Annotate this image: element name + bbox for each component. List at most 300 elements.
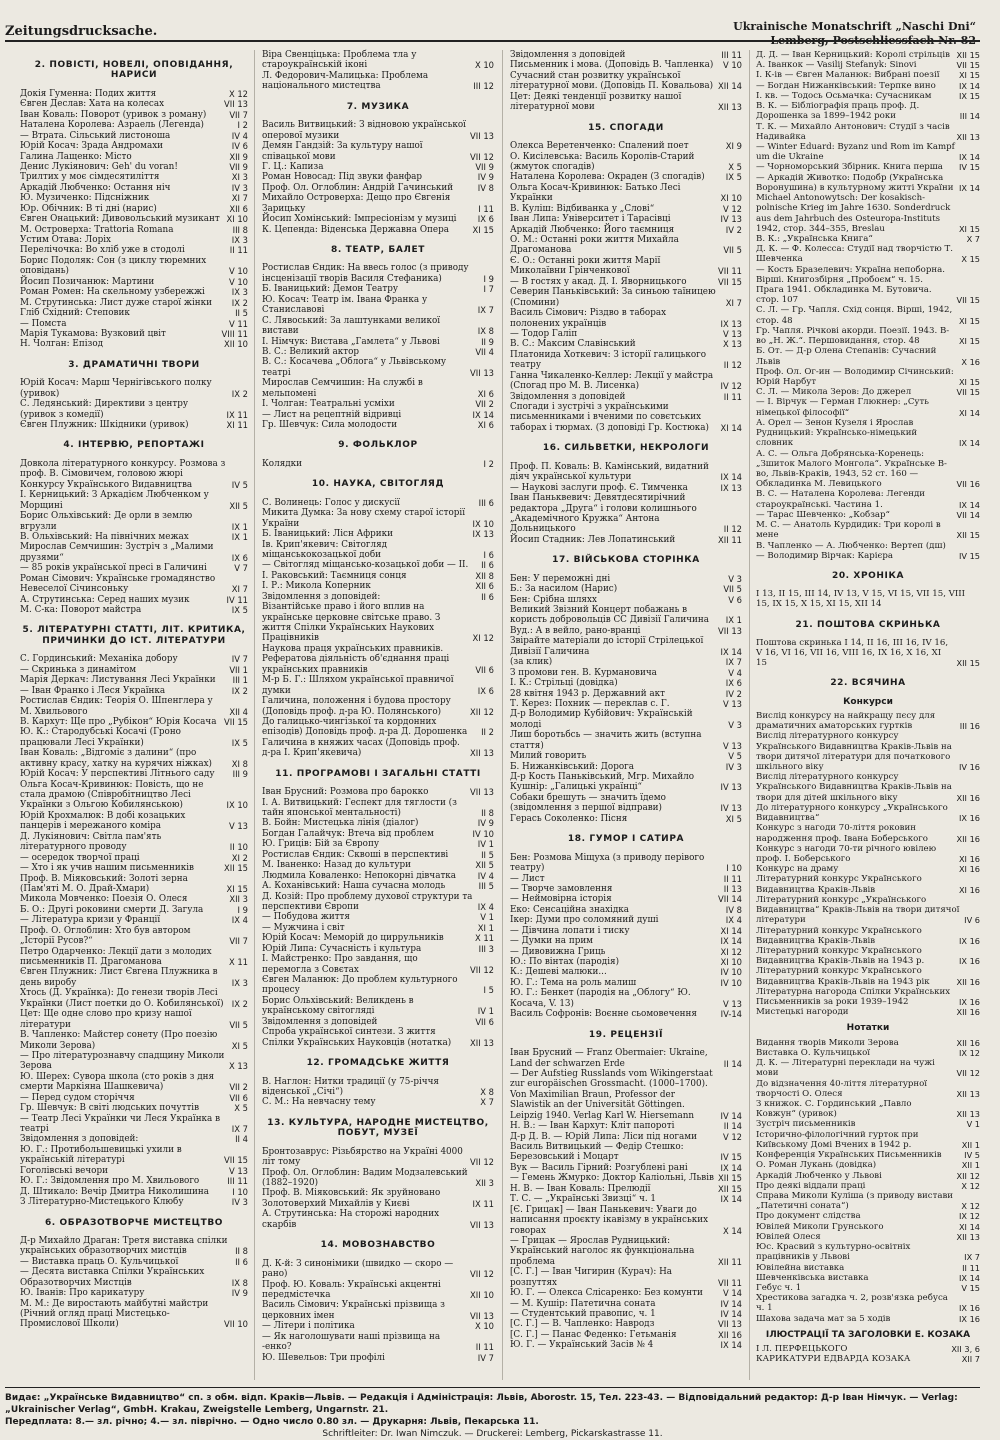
entry-title: Мирослав Семчишин: Зустріч з „Малими друзями“ (20, 542, 214, 563)
index-entry (510, 1267, 742, 1288)
entry-title: Ю. Косач: Театр ім. Івана Франка у Станиславові (262, 294, 428, 316)
entry-title: Ювілей Олеся (756, 1231, 821, 1242)
entry-title: Т. К. — Михайло Антонович: Студії з часів Надивайка (756, 121, 950, 142)
index-entry (510, 814, 742, 824)
entry-issue-ref: XI 6 (477, 388, 494, 399)
index-entry (20, 1257, 248, 1267)
index-entry (262, 1027, 494, 1048)
entry-title: Йосип Стадник: Лев Лопатинський (510, 534, 676, 545)
index-entry (262, 860, 494, 870)
index-entry (262, 954, 494, 975)
index-entry (756, 1171, 980, 1181)
index-entry (756, 711, 980, 731)
entry-issue-ref: XI 15 (958, 315, 980, 326)
index-entry (756, 265, 980, 306)
entry-issue-ref: II 6 (481, 591, 494, 602)
index-entry (756, 81, 980, 91)
entry-title: — Думки на прим (510, 936, 594, 947)
entry-title: В. Чапленко — А. Любченко: Вертеп (дш) — Володимир Вірчак: Карієра (756, 540, 946, 561)
entry-title: Василь Витвицький: З відновою української оперової музики (262, 120, 466, 141)
entry-title: Літературний конкурс Українського Видавництва Краків-Львів (756, 925, 922, 946)
entry-title: Звірайте матеріали до історії Стрілецької Дивізії Галичина (510, 636, 704, 657)
entry-title: Бронтозаврус: Різьбярство на Україні 4000 літ тому (262, 1146, 463, 1168)
entry-issue-ref: XII 15 (718, 1173, 742, 1184)
index-entry (262, 357, 494, 378)
index-entry (20, 905, 248, 915)
entry-title: [Є. Грицак] — Іван Панькевич: Уваги до написання проєкту ікавізму в українських говорах (510, 1204, 709, 1236)
column-3 (510, 50, 742, 1357)
section-title: 10. НАУКА, СВІТОГЛЯД (311, 479, 445, 490)
entry-issue-ref: IX 8 (231, 1277, 248, 1288)
entry-title: В. К.: „Українська Книга“ (756, 233, 873, 244)
entry-title: Василь Сімович: Різдво в таборах полонених українців (510, 308, 667, 329)
index-entry (510, 636, 742, 657)
index-entry (756, 1242, 980, 1262)
entry-issue-ref: XII 15 (956, 658, 980, 669)
entry-issue-ref: XII 11 (718, 1256, 742, 1267)
entry-issue-ref: XI 16 (958, 864, 980, 875)
entry-title: Наукова праця українських правників. Рефератова діяльність об'єднання праці українських правників (262, 643, 450, 675)
entry-title: Ольга Косач-Кривинюк: Повість, що не стала драмою (Співробітництво Лесі Українки з Ольгою Кобилянською) (20, 779, 204, 811)
index-entry (756, 173, 980, 193)
index-entry (262, 1147, 494, 1168)
entry-issue-ref: XII 6 (229, 203, 248, 214)
entry-issue-ref: III 1 (232, 675, 248, 686)
index-entry (20, 277, 248, 287)
entry-title: Ю. Г.: Звідомлення про М. Хвильового (20, 1176, 200, 1187)
entry-title: В. Ольхівський: На північних межах (20, 531, 189, 542)
entry-title: Василь Витвицький — Федір Стешко: Березовський і Моцарт (510, 1142, 684, 1163)
entry-title: Н. Чолган: Епізод (20, 339, 104, 350)
index-entry (20, 967, 248, 988)
entry-issue-ref: IV 1 (477, 1006, 494, 1017)
entry-title: К.: Дешеві малюки... (510, 967, 607, 978)
entry-title: Демян Гандзій: За культуру нашої співацької мови (262, 141, 423, 162)
entry-issue-ref: IV 9 (231, 1288, 248, 1299)
entry-issue-ref: XI 15 (958, 336, 980, 347)
entry-title: — І. Вірчук — Герман Глюкнер: „Суть німецької філософії“ (756, 397, 929, 418)
entry-issue-ref: XII 15 (224, 863, 248, 874)
index-entry (756, 1314, 980, 1324)
entry-title: Ростислав Єндик: На ввесь голос (з приводу інсценізації творів Василя Стефаника) (262, 263, 469, 284)
index-entry (756, 823, 980, 843)
index-entry (756, 1222, 980, 1232)
entry-title: А. Орел — Зенон Кузеля і Ярослав Рудницький: Українсько-німецький словник (756, 417, 918, 449)
entry-title: Юрій Косач: Зрада Андромахи (20, 141, 164, 152)
entry-title: Ю. Шевельов: Три профілі (262, 1352, 385, 1363)
entry-issue-ref: X 7 (966, 233, 980, 244)
entry-title: Іван Коваль: Поворот (уривок з роману) (20, 109, 207, 120)
entry-title: Шевченківська виставка (756, 1272, 869, 1283)
entry-title: І. К-ів — Євген Маланюк: Вибрані поезії (756, 70, 940, 81)
index-entry (510, 626, 742, 636)
index-entry (756, 122, 980, 142)
entry-title: І Л. ПЕРФЕЦЬКОГО (756, 1344, 848, 1355)
entry-title: Юрій Косач: У перспективі Літнього саду (20, 769, 215, 780)
index-entry (20, 947, 248, 968)
index-entry (262, 738, 494, 759)
index-entry (20, 193, 248, 203)
entry-issue-ref: I 10 (232, 1186, 248, 1197)
entry-title: О. Кисілевська: Василь Королів-Старий (жмуток спогадів) (510, 151, 695, 172)
entry-issue-ref: XI 15 (958, 223, 980, 234)
entry-issue-ref: XII 13 (718, 102, 742, 113)
entry-title: Вуд.: А в вейло, рано-вранці (510, 625, 641, 636)
index-entry (262, 912, 494, 922)
index-entry (510, 936, 742, 946)
entry-issue-ref: IX 5 (725, 172, 742, 183)
index-entry (20, 1114, 248, 1135)
section-title: 3. ДРАМАТИЧНІ ТВОРИ (68, 359, 200, 370)
entry-issue-ref: IV 3 (725, 761, 742, 772)
entry-title: Євген Плужник: Лист Євгена Плужника в день виробу (20, 967, 218, 988)
entry-title: Вук — Василь Гірний: Розгублені рані (510, 1162, 688, 1173)
index-entry (756, 638, 980, 669)
index-entry (510, 287, 742, 308)
entry-issue-ref: VII 6 (475, 664, 494, 675)
entry-issue-ref: I 5 (483, 985, 494, 996)
index-entry (262, 829, 494, 839)
entry-issue-ref: VII 12 (956, 1068, 980, 1079)
index-entry (20, 769, 248, 779)
entry-issue-ref: VII 13 (718, 625, 742, 636)
entry-issue-ref: IX 3 (231, 287, 248, 298)
entry-issue-ref: X 10 (474, 60, 494, 71)
entry-title: Микита Думка: За нову схему старої історії України (262, 508, 466, 529)
entry-title: Літературний конкурс Українського Видавництва Краків-Львів на 1943 р. (756, 945, 925, 967)
entry-title: — Помста (20, 318, 67, 329)
entry-issue-ref: IV 15 (958, 550, 980, 561)
index-entry (20, 988, 248, 1009)
entry-title: С. Волинець: Голос у дискусії (262, 497, 400, 508)
entry-title: М. М.: Де виростають майбутні майстри (Річний огляд праці Мистецько-Промислової Школи) (20, 1298, 209, 1330)
entry-issue-ref: II 12 (723, 524, 742, 535)
entry-issue-ref: VII 2 (229, 1082, 248, 1093)
entry-title: Звідомлення з доповідей (262, 1016, 378, 1027)
entry-issue-ref: IV 4 (477, 870, 494, 881)
entry-issue-ref: IX 12 (958, 1211, 980, 1222)
index-entry (262, 172, 494, 182)
index-entry (20, 1103, 248, 1113)
entry-title: — Лист (510, 873, 545, 884)
entry-issue-ref: IV 10 (472, 828, 494, 839)
entry-issue-ref: XI 1 (477, 922, 494, 933)
index-entry (756, 926, 980, 946)
entry-title: I 13, II 15, III 14, IV 13, V 15, VI 15, VII 15, VIII 15, IX 15, X 15, XI 15, XII 14 (756, 589, 966, 610)
index-entry (262, 1332, 494, 1353)
index-entry (756, 244, 980, 264)
entry-title: — Der Aufstieg Russlands vom Wikingerstaat zur europäischen Grossmacht. (1000–1700). Von Maximilian Braun, Professor der Slawistik an der Universität Göttingen. Leipzig 1940. Verlag Karl W. Hiersemann (510, 1068, 713, 1121)
entry-issue-ref: XII 3 (229, 894, 248, 905)
entry-title: Звідомлення з доповідей (510, 391, 626, 402)
index-entry (20, 665, 248, 675)
entry-issue-ref: IX 16 (958, 935, 980, 946)
index-entry (756, 844, 980, 864)
index-entry (20, 853, 248, 863)
entry-issue-ref: IX 16 (958, 1303, 980, 1314)
index-entry (262, 787, 494, 797)
entry-issue-ref: IV 12 (720, 381, 742, 392)
masthead-right-line2: Lemberg, Postschliessfach Nr. 82 (770, 34, 976, 47)
index-entry (20, 1093, 248, 1103)
index-entry (262, 529, 494, 539)
entry-title: Галичина, положення і будова простору (Доповідь проф. д-ра Ю. Полянського) (262, 696, 451, 717)
column-divider (749, 50, 750, 1380)
entry-title: Звідомлення з доповідей: (262, 591, 381, 602)
entry-title: — Дівчина лопати і тиску (510, 925, 630, 936)
entry-issue-ref: IX 5 (231, 737, 248, 748)
index-entry (510, 1163, 742, 1173)
index-entry (510, 1121, 742, 1131)
entry-issue-ref: VII 6 (475, 1016, 494, 1027)
entry-issue-ref: IX 14 (720, 646, 742, 657)
entry-issue-ref: III 16 (959, 721, 980, 732)
index-entry (756, 1354, 980, 1364)
entry-title: Д. К. — Ф. Колесса: Студії над творчістю Т. Шевченка (756, 244, 953, 265)
index-entry (20, 1030, 248, 1051)
index-entry (262, 1168, 494, 1189)
index-entry (20, 459, 248, 490)
entry-title: Іван Паньквевич: Девятдесятирічний редактора „Друга“ і голови колишнього „Академічного Кружка“ Антона Дольницького (510, 493, 697, 535)
entry-title: — Лист на рецептній відривці (262, 409, 402, 420)
index-entry (20, 1299, 248, 1330)
entry-issue-ref: VII 9 (229, 161, 248, 172)
entry-issue-ref: VII 4 (475, 346, 494, 357)
entry-title: Вислід літературного конкурсу Українського Видавництва Краків-Львів на твори дитячої літератури для початкового шкільного віку (756, 731, 952, 772)
index-section (262, 1240, 494, 1363)
entry-issue-ref: VII 11 (718, 1277, 742, 1288)
entry-title: Про деякі віддали праці (756, 1180, 866, 1191)
entry-issue-ref: XI 3 (231, 172, 248, 183)
entry-title: В. С.: Максим Славінський (510, 339, 636, 350)
entry-title: Мистецькі нагороди (756, 1007, 849, 1018)
index-entry (262, 540, 494, 561)
entry-title: Ю. Г. — Український Засів № 4 (510, 1340, 654, 1351)
entry-title: Візантійське право і його вплив на українське церковне світське право. З життя Спілки Українських Наукових Працівників (262, 602, 441, 644)
entry-title: Докія Гуменна: Подих життя (20, 88, 157, 99)
entry-issue-ref: IV 14 (720, 1110, 742, 1121)
index-entry (756, 864, 980, 874)
index-entry (510, 535, 742, 545)
index-section (20, 60, 248, 350)
index-entry (510, 699, 742, 709)
index-entry (20, 131, 248, 141)
index-entry (20, 225, 248, 235)
entry-issue-ref: VII 13 (470, 787, 494, 798)
index-entry (510, 92, 742, 113)
entry-title: М. С. — Анатоль Курдидик: Три королі в мене (756, 520, 941, 541)
entry-title: Марія Тукамова: Вузковий цвіт (20, 328, 166, 339)
entry-title: Гебус ч. 1 (756, 1282, 802, 1293)
entry-issue-ref: IV 13 (720, 214, 742, 225)
entry-title: Ю.: По вінтах (пародія) (510, 957, 619, 967)
entry-title: Т. С. — „Українські Звизці“ ч. 1 (510, 1194, 657, 1205)
section-title: 7. МУЗИКА (346, 101, 410, 112)
index-entry (20, 183, 248, 193)
entry-issue-ref: XII 13 (470, 748, 494, 759)
entry-issue-ref: IX 16 (958, 956, 980, 967)
entry-title: Проф. В. Міяковський: Золоті зерна (Пам'яті М. О. Драй-Хмари) (20, 873, 188, 894)
entry-issue-ref: X 5 (728, 161, 742, 172)
entry-issue-ref: IV 6 (964, 915, 980, 926)
index-entry (262, 1077, 494, 1098)
entry-issue-ref: IX 14 (958, 182, 980, 193)
entry-issue-ref: XI 16 (958, 853, 980, 864)
entry-title: — Тарас Шевченко: „Кобзар“ (756, 509, 890, 520)
index-entry (20, 235, 248, 245)
index-entry (756, 1344, 980, 1354)
entry-issue-ref: IX 16 (958, 1313, 980, 1324)
index-entry (262, 120, 494, 141)
entry-issue-ref: IX 3 (231, 235, 248, 245)
entry-issue-ref: VII 13 (470, 367, 494, 378)
entry-title: С. Лявоський: За лаштунками великої вистави (262, 315, 441, 337)
section-title: 4. ІНТЕРВЮ, РЕПОРТАЖІ (63, 440, 205, 451)
index-entry (262, 975, 494, 996)
entry-issue-ref: XI 14 (958, 407, 980, 418)
index-section (262, 1118, 494, 1230)
index-entry (20, 1187, 248, 1197)
entry-title: Еко: Сенсаційна знахідка (510, 904, 630, 915)
entry-title: Євген Деслав: Хата на колесах (20, 99, 165, 110)
entry-title: Євген Плужник: Шкідники (уривок) (20, 420, 189, 430)
index-entry (262, 581, 494, 591)
entry-title: Віра Свенціцька: Проблема тла у староукраїнській іконі (262, 50, 417, 71)
entry-issue-ref: IV 6 (231, 141, 248, 152)
entry-title: 28 квітня 1943 р. Державний акт (510, 688, 666, 699)
imprint (5, 1392, 980, 1440)
entry-issue-ref: IV 15 (720, 1152, 742, 1163)
entry-title: Д-р Д. В. — Юрій Липа: Ліси під ногами (510, 1131, 697, 1142)
entry-title: І. Німчук: Вистава „Гамлета“ у Львові (262, 336, 440, 347)
index-entry (756, 1181, 980, 1191)
entry-title: В. С.: Великий актор (262, 346, 360, 357)
entry-title: Проф. П. Коваль: В. Камінський, видатний діяч української культури (510, 461, 709, 483)
entry-title: Д. К-й: З синонімики (швидко — скоро — рано) (262, 1258, 454, 1280)
section-title: 21. ПОШТОВА СКРИНЬКА (795, 619, 941, 630)
entry-title: Літературний конкурс „Українського Видавництва“ Краків-Львів на твори дитячої літератури (756, 894, 960, 926)
entry-issue-ref: II 8 (235, 1246, 248, 1257)
entry-issue-ref: XII 1 (961, 1160, 980, 1171)
entry-title: Про документ слідства (756, 1211, 861, 1222)
index-section (510, 123, 742, 434)
entry-title: Б. Іваницький: Лісн Африки (262, 529, 394, 540)
index-entry (756, 1211, 980, 1221)
entry-issue-ref: III 12 (473, 81, 494, 92)
index-entry (510, 350, 742, 371)
section-title: 22. ВСЯЧИНА (830, 678, 906, 689)
entry-title: Юр. Обічник: В ті дні (нарис) (20, 203, 157, 214)
entry-title: Шахова задача мат за 5 ходів (756, 1313, 891, 1324)
index-entry (20, 120, 248, 130)
index-entry (510, 1319, 742, 1329)
index-entry (262, 337, 494, 347)
index-entry (510, 1184, 742, 1194)
entry-issue-ref: IV 11 (226, 594, 248, 605)
index-entry (20, 110, 248, 120)
entry-title: Історично-філологічний гурток при Київському Домі Вчених в 1942 р. (756, 1129, 919, 1150)
entry-issue-ref: IX 16 (958, 813, 980, 824)
index-entry (510, 605, 742, 626)
entry-title: І. Чолган: Театральні усміхи (262, 399, 395, 410)
entry-issue-ref: XI 11 (226, 420, 248, 430)
index-entry (20, 1197, 248, 1207)
index-entry (20, 863, 248, 873)
entry-title: — Літери і політика (262, 1321, 355, 1332)
index-entry (262, 871, 494, 881)
section-title: 8. ТЕАТР, БАЛЕТ (331, 245, 425, 255)
entry-issue-ref: II 11 (229, 245, 248, 256)
entry-issue-ref: IX 10 (226, 800, 248, 811)
entry-title: Бен: У переможні дні (510, 573, 611, 584)
index-entry (510, 793, 742, 814)
index-entry (262, 410, 494, 420)
entry-title: Бен: Розмова Міщуха (з приводу перівого театру) (510, 852, 705, 874)
entry-title: — Мужчина і світ (262, 922, 345, 933)
index-entry (262, 508, 494, 529)
index-entry (756, 397, 980, 417)
entry-title: — Як наголошувати наші прізвища на -енко? (262, 1331, 441, 1353)
entry-issue-ref: XI 14 (958, 1221, 980, 1232)
entry-issue-ref: IV 15 (958, 162, 980, 173)
entry-title: Микола Мовченко: Поезія О. Олеся (20, 894, 188, 905)
index-entry (262, 1300, 494, 1321)
index-entry (510, 1340, 742, 1350)
index-entry (20, 686, 248, 696)
masthead-right-line1: Ukrainische Monatschrift „Naschi Dni“ (733, 20, 976, 33)
index-entry (262, 50, 494, 71)
entry-issue-ref: XII 16 (956, 1037, 980, 1048)
entry-title: Ю. Г.: Тема на роль малиш (510, 977, 637, 988)
index-entry (20, 99, 248, 109)
entry-title: Ганна Чикаленко-Келлер: Лекції у майстра (Спогад про М. В. Лисенка) (510, 370, 714, 392)
index-entry (510, 947, 742, 957)
index-entry (20, 563, 248, 573)
entry-issue-ref: I 2 (237, 120, 248, 131)
entry-issue-ref: I 2 (483, 458, 494, 469)
entry-issue-ref: VII 12 (470, 151, 494, 162)
entry-issue-ref: IX 16 (958, 997, 980, 1008)
entry-title: Б. Іваницький: Демон Театру (262, 284, 399, 295)
entry-issue-ref: XI 16 (958, 884, 980, 895)
index-entry (20, 152, 248, 162)
entry-title: Д-р Володимир Кубійович: Українській молоді (510, 709, 693, 730)
entry-title: — Грицак — Ярослав Рудницький: Український наголос як функціональна проблема (510, 1235, 695, 1267)
entry-title: Звідомлення з доповідей (510, 50, 626, 60)
entry-issue-ref: VII 13 (470, 130, 494, 141)
entry-title: — Дивовижна Гриць (510, 946, 606, 957)
entry-issue-ref: XI 15 (958, 377, 980, 387)
entry-issue-ref: X 11 (228, 957, 248, 967)
entry-issue-ref: XII 13 (470, 1037, 494, 1048)
entry-issue-ref: VII 15 (956, 387, 980, 398)
index-entry (510, 172, 742, 182)
index-entry (510, 1069, 742, 1121)
entry-title: Сучасний стан розвитку української літературної мови. (Доповідь П. Ковальова) (510, 70, 714, 92)
index-entry (20, 172, 248, 182)
entry-issue-ref: V 13 (228, 1165, 248, 1176)
imprint-line1: Видає: „Українське Видавництво“ сп. з обм. відп. Краків—Львів. — Редакція і Адміністрація: Львів, Aborostr. 15, Тел. 223-43. — Відповідальний редактор: Д-р Іван Німчук. — Verlag: „Ukrainischer Verlag“, GmbH. Krakau, Zweigstelle Lemberg, Ungarnstr. 21. (5, 1393, 958, 1415)
entry-title: Літературна нагорода Спілки Українських Письменників за роки 1939–1942 (756, 986, 951, 1008)
index-entry (756, 589, 980, 609)
entry-issue-ref: V 13 (228, 821, 248, 832)
index-entry (20, 874, 248, 895)
entry-title: Роман Ромен: На скельному узбережжі (20, 287, 205, 298)
index-entry (262, 571, 494, 581)
entry-issue-ref: IX 14 (958, 1272, 980, 1283)
index-entry (262, 675, 494, 696)
index-entry (510, 214, 742, 224)
